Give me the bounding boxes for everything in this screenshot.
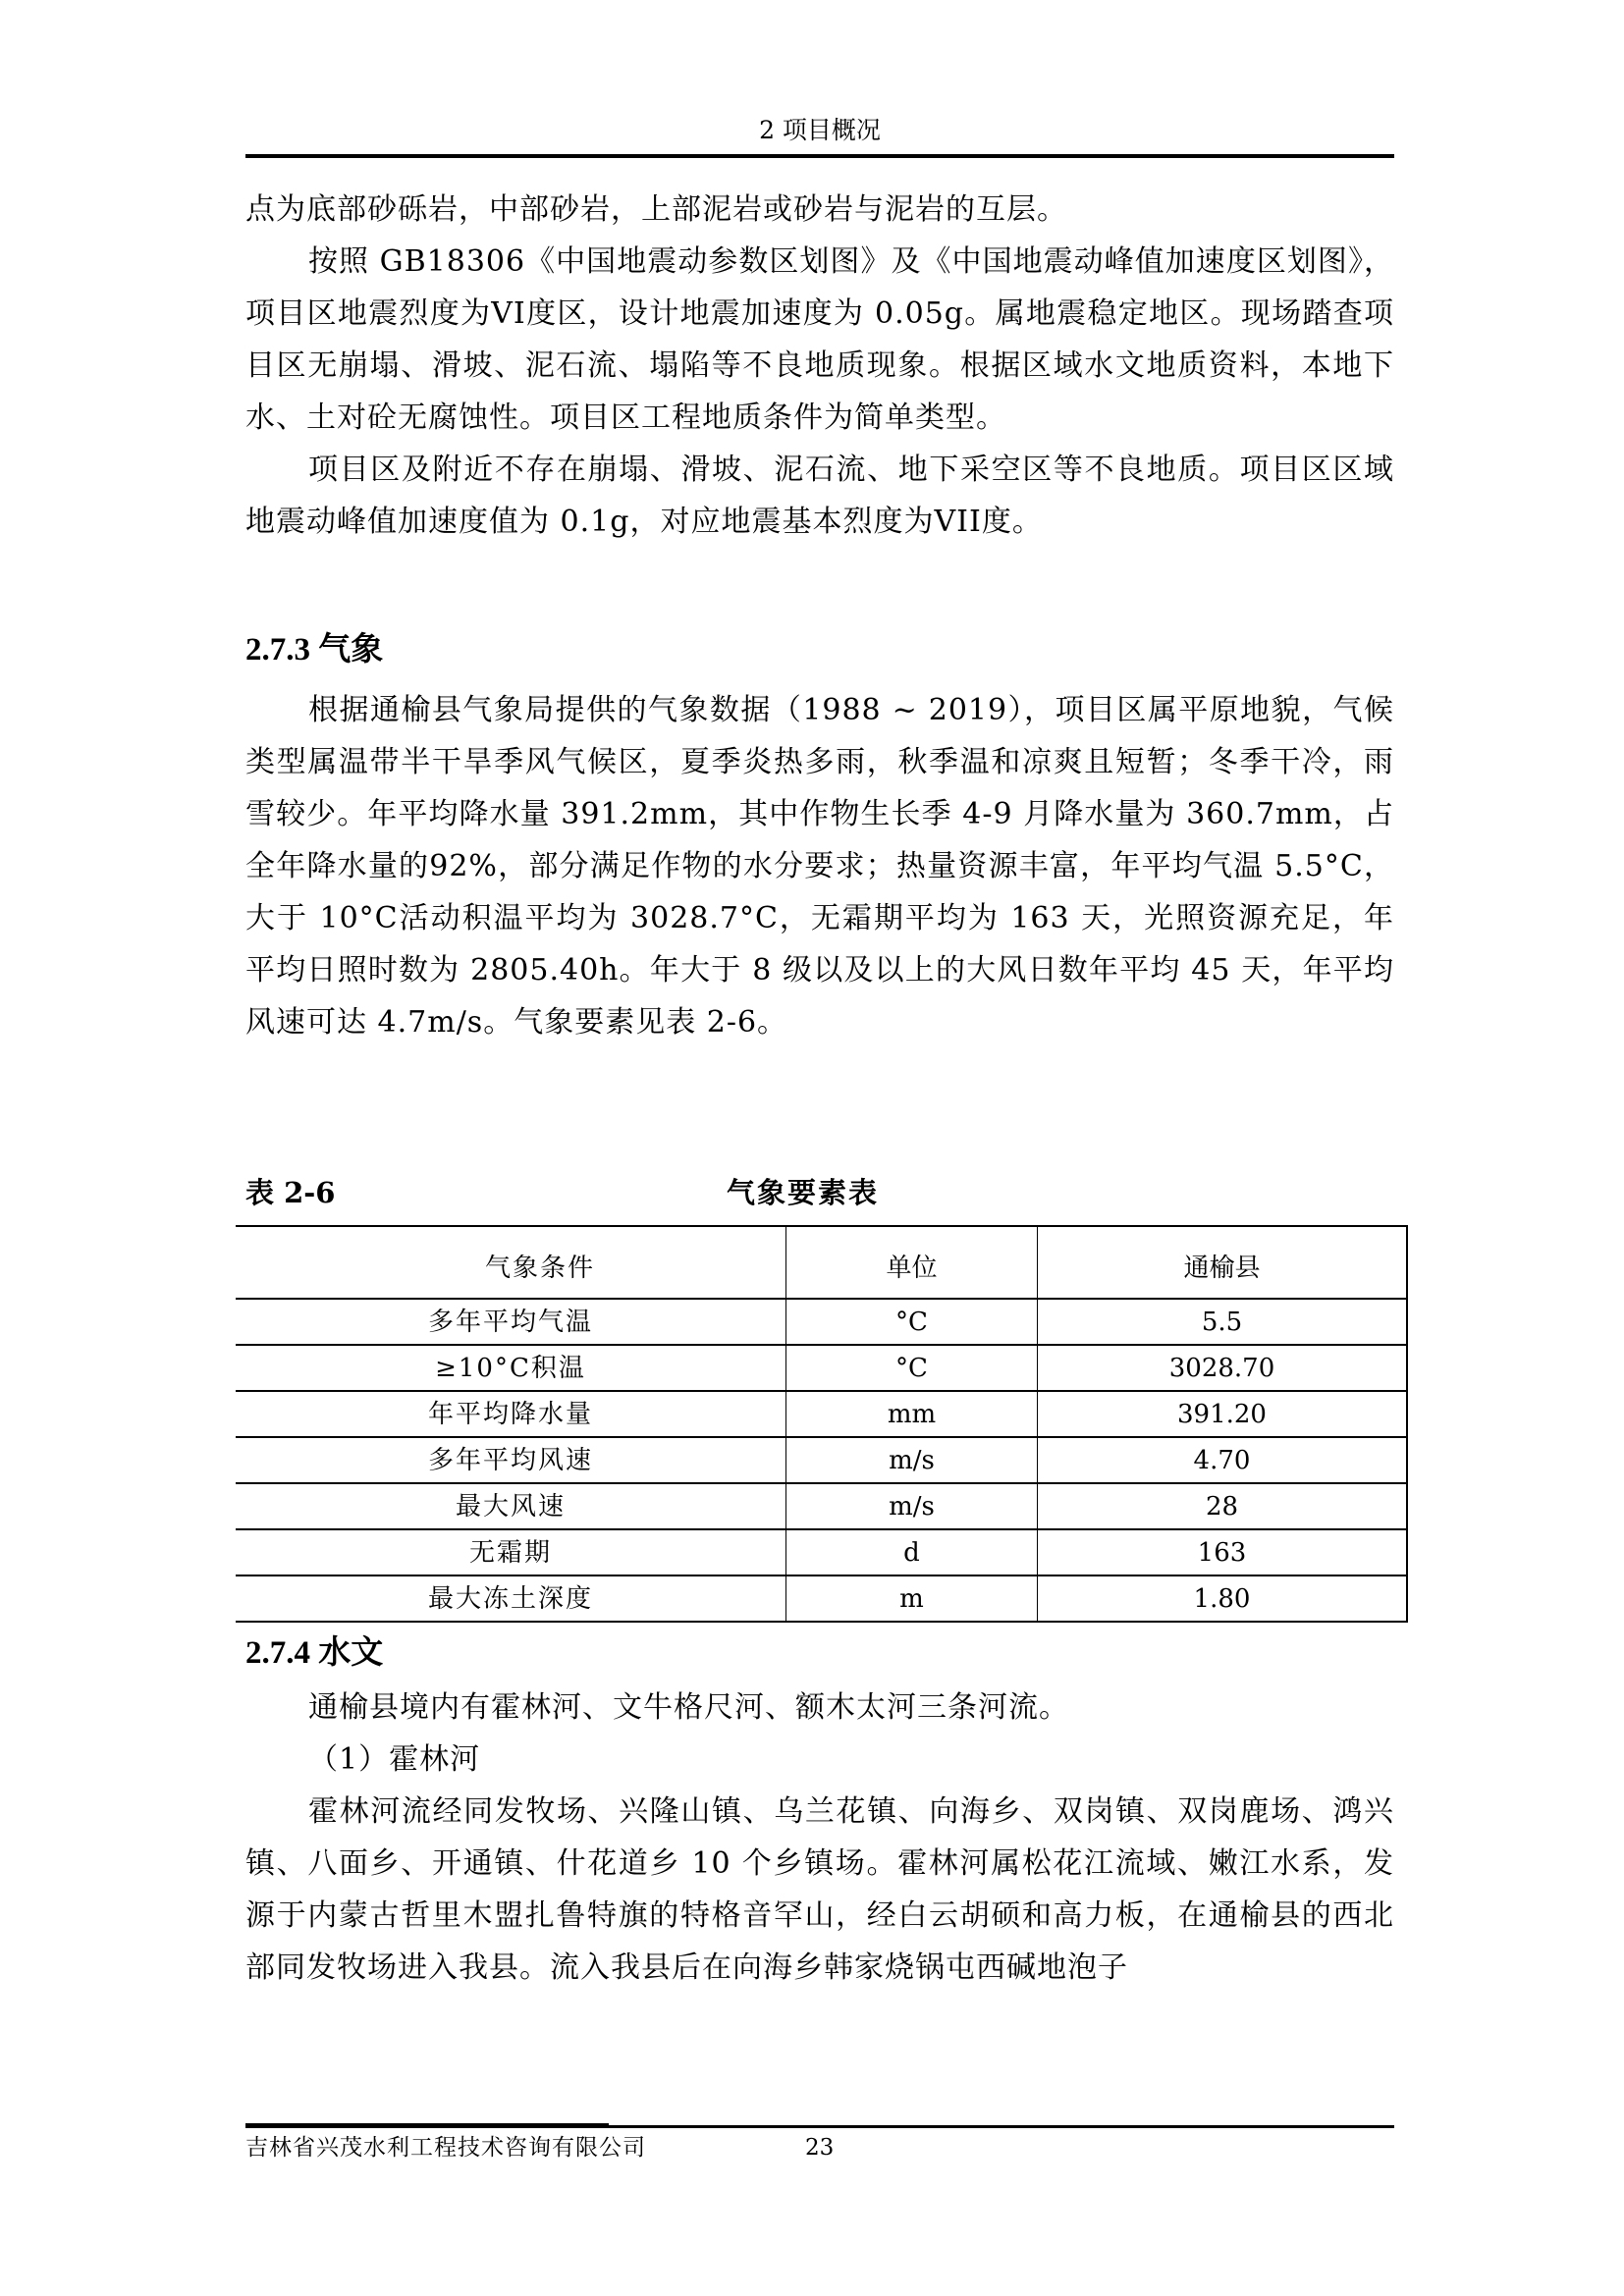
table-cell: 28 (1038, 1483, 1408, 1529)
table-number: 表 2-6 (245, 1176, 336, 1209)
table-cell: 年平均降水量 (236, 1391, 786, 1437)
table-cell: ≥10°C积温 (236, 1345, 786, 1391)
footer-rule (245, 2125, 1394, 2128)
table-cell: 1.80 (1038, 1575, 1408, 1622)
table-cell: 3028.70 (1038, 1345, 1408, 1391)
running-header: 2 项目概况 (759, 116, 881, 144)
table-header-row (236, 1226, 1407, 1299)
subsection-label: （1）霍林河 (308, 1742, 481, 1777)
table-row (236, 1299, 1407, 1345)
table-cell: m/s (786, 1437, 1038, 1483)
table-cell: 最大冻土深度 (236, 1575, 786, 1622)
table-cell: °C (786, 1345, 1038, 1391)
column-header: 气象条件 (236, 1226, 786, 1299)
paragraph: 根据通榆县气象局提供的气象数据（1988 ~ 2019），项目区属平原地貌，气候类型属温带半干旱季风气候区，夏季炎热多雨，秋季温和凉爽且短暂；冬季干冷，雨雪较少。年平均降水量 391.2mm，其中作物生长季 4-9 月降水量为 360.7mm，占全年降水量的92%，部分满足作物的水分要求；热量资源丰富，年平均气温 5.5°C，大于 10°C活动积温平均为 3028.7°C，无霜期平均为 163 天，光照资源充足，年平均日照时数为 2805.40h。年大于 8 级以及以上的大风日数年平均 45 天，年平均风速可达 4.7m/s。气象要素见表 2-6。 (245, 693, 1394, 1040)
section-heading-hydrology: 2.7.4 水文 (245, 1635, 384, 1671)
table-cell: °C (786, 1299, 1038, 1345)
paragraph: 通榆县境内有霍林河、文牛格尺河、额木太河三条河流。 (308, 1690, 1069, 1725)
paragraph: 霍林河流经同发牧场、兴隆山镇、乌兰花镇、向海乡、双岗镇、双岗鹿场、鸿兴镇、八面乡、开通镇、什花道乡 10 个乡镇场。霍林河属松花江流域、嫩江水系，发源于内蒙古哲里木盟扎鲁特旗的特格音罕山，经白云胡硕和高力板，在通榆县的西北部同发牧场进入我县。流入我县后在向海乡韩家烧锅屯西碱地泡子 (245, 1794, 1394, 1985)
section-heading-meteorology: 2.7.3 气象 (245, 632, 384, 667)
column-header: 通榆县 (1038, 1226, 1408, 1299)
table-cell: 最大风速 (236, 1483, 786, 1529)
table-cell: 多年平均风速 (236, 1437, 786, 1483)
weather-elements-table (236, 1225, 1408, 1623)
table-cell: 5.5 (1038, 1299, 1408, 1345)
table-cell: m (786, 1575, 1038, 1622)
header-rule (245, 154, 1394, 158)
table-row (236, 1437, 1407, 1483)
table-cell: 多年平均气温 (236, 1299, 786, 1345)
table-title: 气象要素表 (727, 1176, 880, 1209)
table-cell: mm (786, 1391, 1038, 1437)
geology-section-text (245, 184, 1394, 548)
table-cell: 163 (1038, 1529, 1408, 1575)
page-number: 23 (805, 2135, 835, 2161)
paragraph: 项目区及附近不存在崩塌、滑坡、泥石流、地下采空区等不良地质。项目区区域地震动峰值加速度值为 0.1g，对应地震基本烈度为VII度。 (245, 453, 1394, 539)
meteorology-section-text (245, 684, 1394, 1048)
column-header: 单位 (786, 1226, 1038, 1299)
paragraph: 按照 GB18306《中国地震动参数区划图》及《中国地震动峰值加速度区划图》，项目区地震烈度为VI度区，设计地震加速度为 0.05g。属地震稳定地区。现场踏查项目区无崩塌、滑坡、泥石流、塌陷等不良地质现象。根据区域水文地质资料，本地下水、土对砼无腐蚀性。项目区工程地质条件为简单类型。 (245, 244, 1394, 435)
table-row (236, 1529, 1407, 1575)
table-cell: d (786, 1529, 1038, 1575)
table-cell: 4.70 (1038, 1437, 1408, 1483)
table-caption (245, 1173, 1407, 1212)
table-row (236, 1483, 1407, 1529)
table-row (236, 1575, 1407, 1622)
footer-company-name: 吉林省兴茂水利工程技术咨询有限公司 (245, 2135, 646, 2161)
hydrology-section-text (245, 1682, 1394, 1994)
table-row (236, 1391, 1407, 1437)
table-cell: m/s (786, 1483, 1038, 1529)
paragraph: 点为底部砂砾岩，中部砂岩，上部泥岩或砂岩与泥岩的互层。 (245, 192, 1067, 227)
table-cell: 391.20 (1038, 1391, 1408, 1437)
table-row (236, 1345, 1407, 1391)
table-cell: 无霜期 (236, 1529, 786, 1575)
